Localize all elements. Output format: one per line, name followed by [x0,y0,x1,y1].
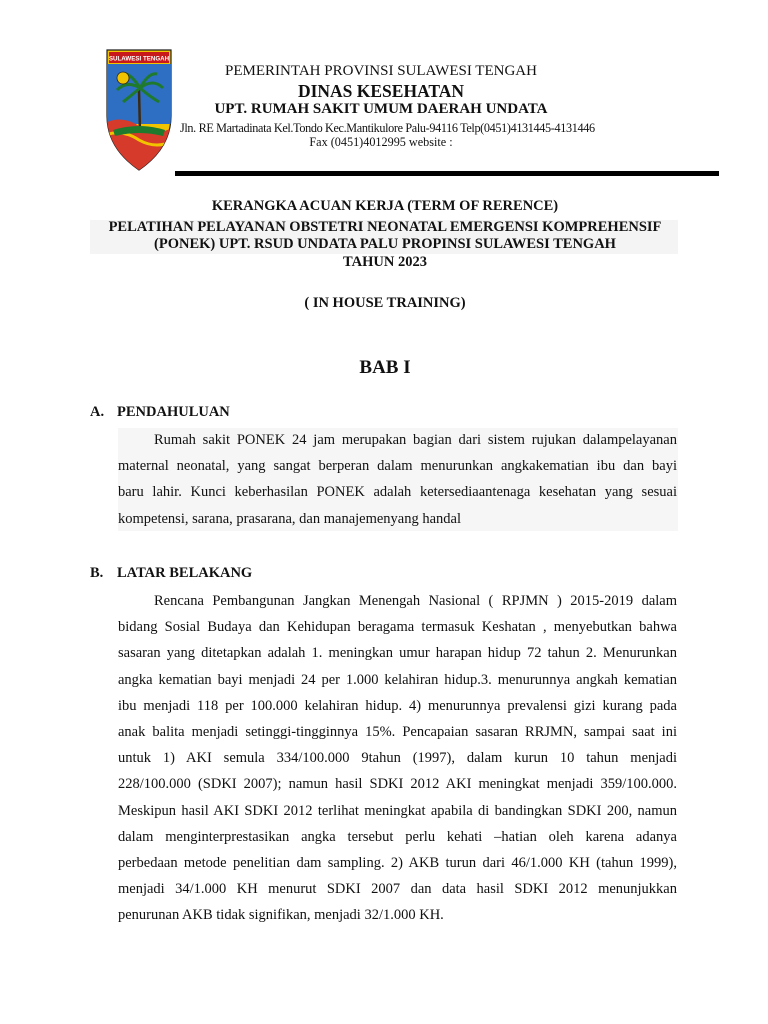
paragraph-line: Meskipun hasil AKI SDKI 2012 terlihat meningkat apabila di bandingkan SDKI 200, namun [118,802,677,819]
paragraph-line: 228/100.000 (SDKI 2007); namun hasil SDKI 2012 AKI meningkat menjadi 359/100.000. [118,776,677,793]
paragraph-line: ibu menjadi 118 per 100.000 kelahiran hidup. 4) menurunnya prevalensi gizi kurang pada [118,697,677,714]
letterhead-department-name: DINAS KESEHATAN [297,81,465,101]
document-title-line-3: (PONEK) UPT. RSUD UNDATA PALU PROPINSI SULAWESI TENGAH [154,236,616,252]
paragraph-line: sasaran yang ditetapkan adalah 1. meningkan umur harapan hidup 72 tahun 2. Menurunkan [118,645,677,662]
document-title: KERANGKA ACUAN KERJA (TERM OF RERENCE) [211,198,559,214]
section-a-paragraph [118,427,677,532]
paragraph-line: Rencana Pembangunan Jangkan Menengah Nasional ( RPJMN ) 2015-2019 dalam [154,593,677,609]
section-b-paragraph [118,588,677,928]
section-number: B. [90,565,104,581]
paragraph-line: Rumah sakit PONEK 24 jam merupakan bagian dari sistem rujukan dalampelayanan [154,432,677,448]
provincial-emblem-logo [103,44,175,174]
letterhead-fax-website: Fax (0451)4012995 website : [309,135,453,149]
paragraph-line: kompetensi, sarana, prasarana, dan manajemenyang handal [118,510,462,527]
paragraph-line: maternal neonatal, yang sangat berperan dalam menurunkan angkakematian ibu dan bayi [118,458,677,475]
letterhead-address: Jln. RE Martadinata Kel.Tondo Kec.Mantikulore Palu-94116 Telp(0451)4131445-4131446 [180,121,595,135]
paragraph-line: penurunan AKB tidak signifikan, menjadi 32/1.000 KH. [118,907,444,924]
document-subtitle: ( IN HOUSE TRAINING) [304,295,466,311]
paragraph-line: menjadi 34/1.000 KH menurut SDKI 2007 dan data hasil SDKI 2012 menunjukkan [118,881,677,898]
paragraph-line: bidang Sosial Budaya dan Kehidupan beragama termasuk Keshatan , menyebutkan bahwa [118,619,677,636]
paragraph-line: perbedaan metode penelitian dam sampling. 2) AKB turun dari 46/1.000 KH (tahun 1999), [118,854,677,871]
paragraph-line: anak balita menjadi setinggi-tingginnya 15%. Pencapaian sasaran RRJMN, sampai saat ini [118,723,677,740]
section-heading-a [90,404,230,421]
letterhead-hospital-name: UPT. RUMAH SAKIT UMUM DAERAH UNDATA [214,101,548,117]
paragraph-line: angka kematian bayi menjadi 24 per 1.000 kelahiran hidup.3. menurunnya angkah kematian [118,671,677,688]
section-title: PENDAHULUAN [117,404,230,420]
document-title-line-2: PELATIHAN PELAYANAN OBSTETRI NEONATAL EMERGENSI KOMPREHENSIF [108,219,662,235]
paragraph-line: untuk 1) AKI semula 334/100.000 9tahun (1997), dalam kurun 10 tahun menjadi [118,750,677,767]
paragraph-line: baru lahir. Kunci keberhasilan PONEK adalah ketersediaantenaga kesehatan yang sesuai [118,484,677,501]
document-year: TAHUN 2023 [343,254,427,270]
paragraph-line: dalam menginterprestasikan angka tersebut perlu kehati –hatian oleh karena adanya [118,828,677,845]
letterhead-divider [175,171,719,176]
chapter-heading: BAB I [359,357,411,378]
logo-banner-text: SULAWESI TENGAH [108,55,170,63]
section-title: LATAR BELAKANG [117,565,253,581]
section-number: A. [90,404,105,420]
section-heading-b [90,565,252,582]
letterhead-government-name: PEMERINTAH PROVINSI SULAWESI TENGAH [225,63,537,79]
